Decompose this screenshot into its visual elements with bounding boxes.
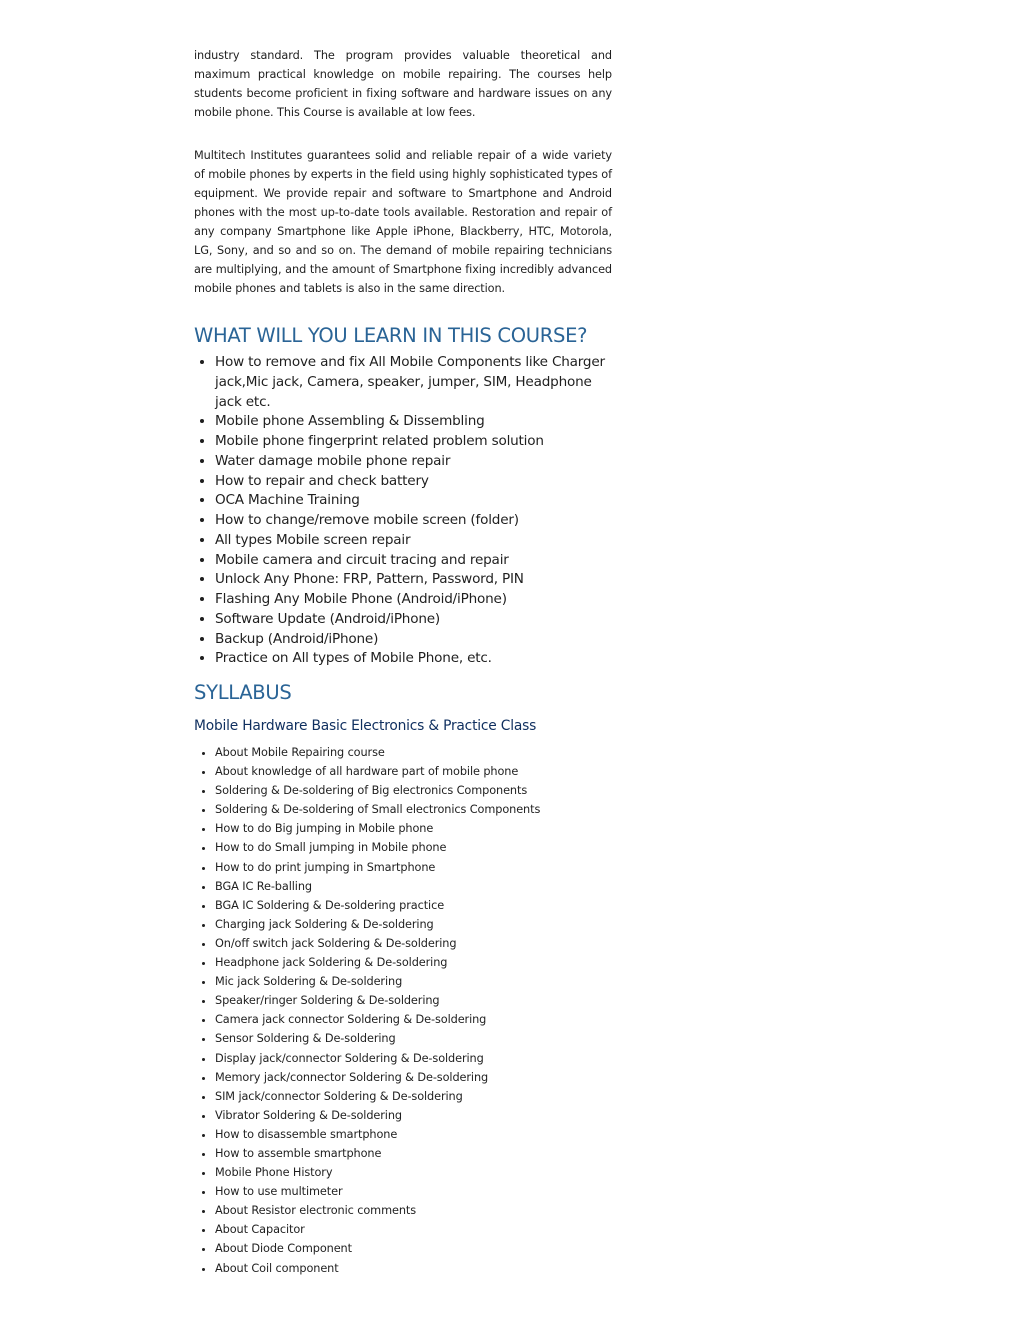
syllabus-list-item: • Headphone jack Soldering & De-soldering (215, 953, 612, 972)
intro-paragraph-1: industry standard. The program provides valuable theoretical and maximum practical knowledge on mobile repairing. The courses help students become proficient in fixing software and hardware issues on any mobile phone. This Course is available at low fees. (194, 49, 612, 119)
learn-list (194, 353, 612, 669)
syllabus-list-item: • About Resistor electronic comments (215, 1201, 612, 1220)
syllabus-list-item: • Mic jack Soldering & De-soldering (215, 972, 612, 991)
syllabus-list-item: • About Diode Component (215, 1239, 612, 1258)
learn-list-item: • How to repair and check battery (215, 472, 612, 492)
syllabus-heading: SYLLABUS (194, 681, 292, 704)
syllabus-list-item: • On/off switch jack Soldering & De-soldering (215, 934, 612, 953)
syllabus-list-item: • How to do print jumping in Smartphone (215, 858, 612, 877)
syllabus-list-item: • Memory jack/connector Soldering & De-soldering (215, 1068, 612, 1087)
learn-list-item: • How to remove and fix All Mobile Components like Charger jack,Mic jack, Camera, speaker, jumper, SIM, Headphone jack etc. (215, 353, 612, 412)
syllabus-list-item: • Vibrator Soldering & De-soldering (215, 1106, 612, 1125)
syllabus-list-item: • Soldering & De-soldering of Big electronics Components (215, 781, 612, 800)
learn-list-item: • Flashing Any Mobile Phone (Android/iPhone) (215, 590, 612, 610)
syllabus-list-item: • How to do Big jumping in Mobile phone (215, 819, 612, 838)
syllabus-list-item: • Camera jack connector Soldering & De-soldering (215, 1010, 612, 1029)
learn-list-item: • Software Update (Android/iPhone) (215, 610, 612, 630)
syllabus-list-item: • BGA IC Soldering & De-soldering practice (215, 896, 612, 915)
syllabus-list-item: • Soldering & De-soldering of Small electronics Components (215, 800, 612, 819)
syllabus-list-item: • How to use multimeter (215, 1182, 612, 1201)
syllabus-list-item: • How to assemble smartphone (215, 1144, 612, 1163)
learn-list-item: • Mobile camera and circuit tracing and repair (215, 551, 612, 571)
syllabus-list (194, 743, 612, 1278)
syllabus-list-item: • How to do Small jumping in Mobile phone (215, 838, 612, 857)
intro-paragraph-2: Multitech Institutes guarantees solid and reliable repair of a wide variety of mobile phones by experts in the field using highly sophisticated types of equipment. We provide repair and software to Smartphone and Android phones with the most up-to-date tools available. Restoration and repair of any company Smartphone like Apple iPhone, Blackberry, HTC, Motorola, LG, Sony, and so and so on. The demand of mobile repairing technicians are multiplying, and the amount of Smartphone fixing incredibly advanced mobile phones and tablets is also in the same direction. (194, 149, 612, 295)
learn-list-item: • All types Mobile screen repair (215, 531, 612, 551)
syllabus-list-item: • About Coil component (215, 1259, 612, 1278)
syllabus-list-item: • About Mobile Repairing course (215, 743, 612, 762)
syllabus-list-item: • Mobile Phone History (215, 1163, 612, 1182)
learn-list-item: • Mobile phone Assembling & Dissembling (215, 412, 612, 432)
learn-list-item: • Unlock Any Phone: FRP, Pattern, Password, PIN (215, 570, 612, 590)
syllabus-list-item: • Display jack/connector Soldering & De-soldering (215, 1049, 612, 1068)
learn-list-item: • Backup (Android/iPhone) (215, 630, 612, 650)
syllabus-list-item: • BGA IC Re-balling (215, 877, 612, 896)
learn-heading: WHAT WILL YOU LEARN IN THIS COURSE? (194, 324, 588, 347)
syllabus-list-item: • Sensor Soldering & De-soldering (215, 1029, 612, 1048)
syllabus-list-item: • How to disassemble smartphone (215, 1125, 612, 1144)
learn-list-item: • OCA Machine Training (215, 491, 612, 511)
learn-list-item: • Water damage mobile phone repair (215, 452, 612, 472)
syllabus-list-item: • Charging jack Soldering & De-soldering (215, 915, 612, 934)
learn-list-item: • Practice on All types of Mobile Phone, etc. (215, 649, 612, 669)
syllabus-list-item: • About knowledge of all hardware part of mobile phone (215, 762, 612, 781)
document-page (194, 46, 612, 1278)
syllabus-list-item: • Speaker/ringer Soldering & De-soldering (215, 991, 612, 1010)
learn-list-item: • Mobile phone fingerprint related problem solution (215, 432, 612, 452)
learn-list-item: • How to change/remove mobile screen (folder) (215, 511, 612, 531)
syllabus-subheading: Mobile Hardware Basic Electronics & Practice Class (194, 718, 537, 734)
syllabus-list-item: • About Capacitor (215, 1220, 612, 1239)
syllabus-list-item: • SIM jack/connector Soldering & De-soldering (215, 1087, 612, 1106)
